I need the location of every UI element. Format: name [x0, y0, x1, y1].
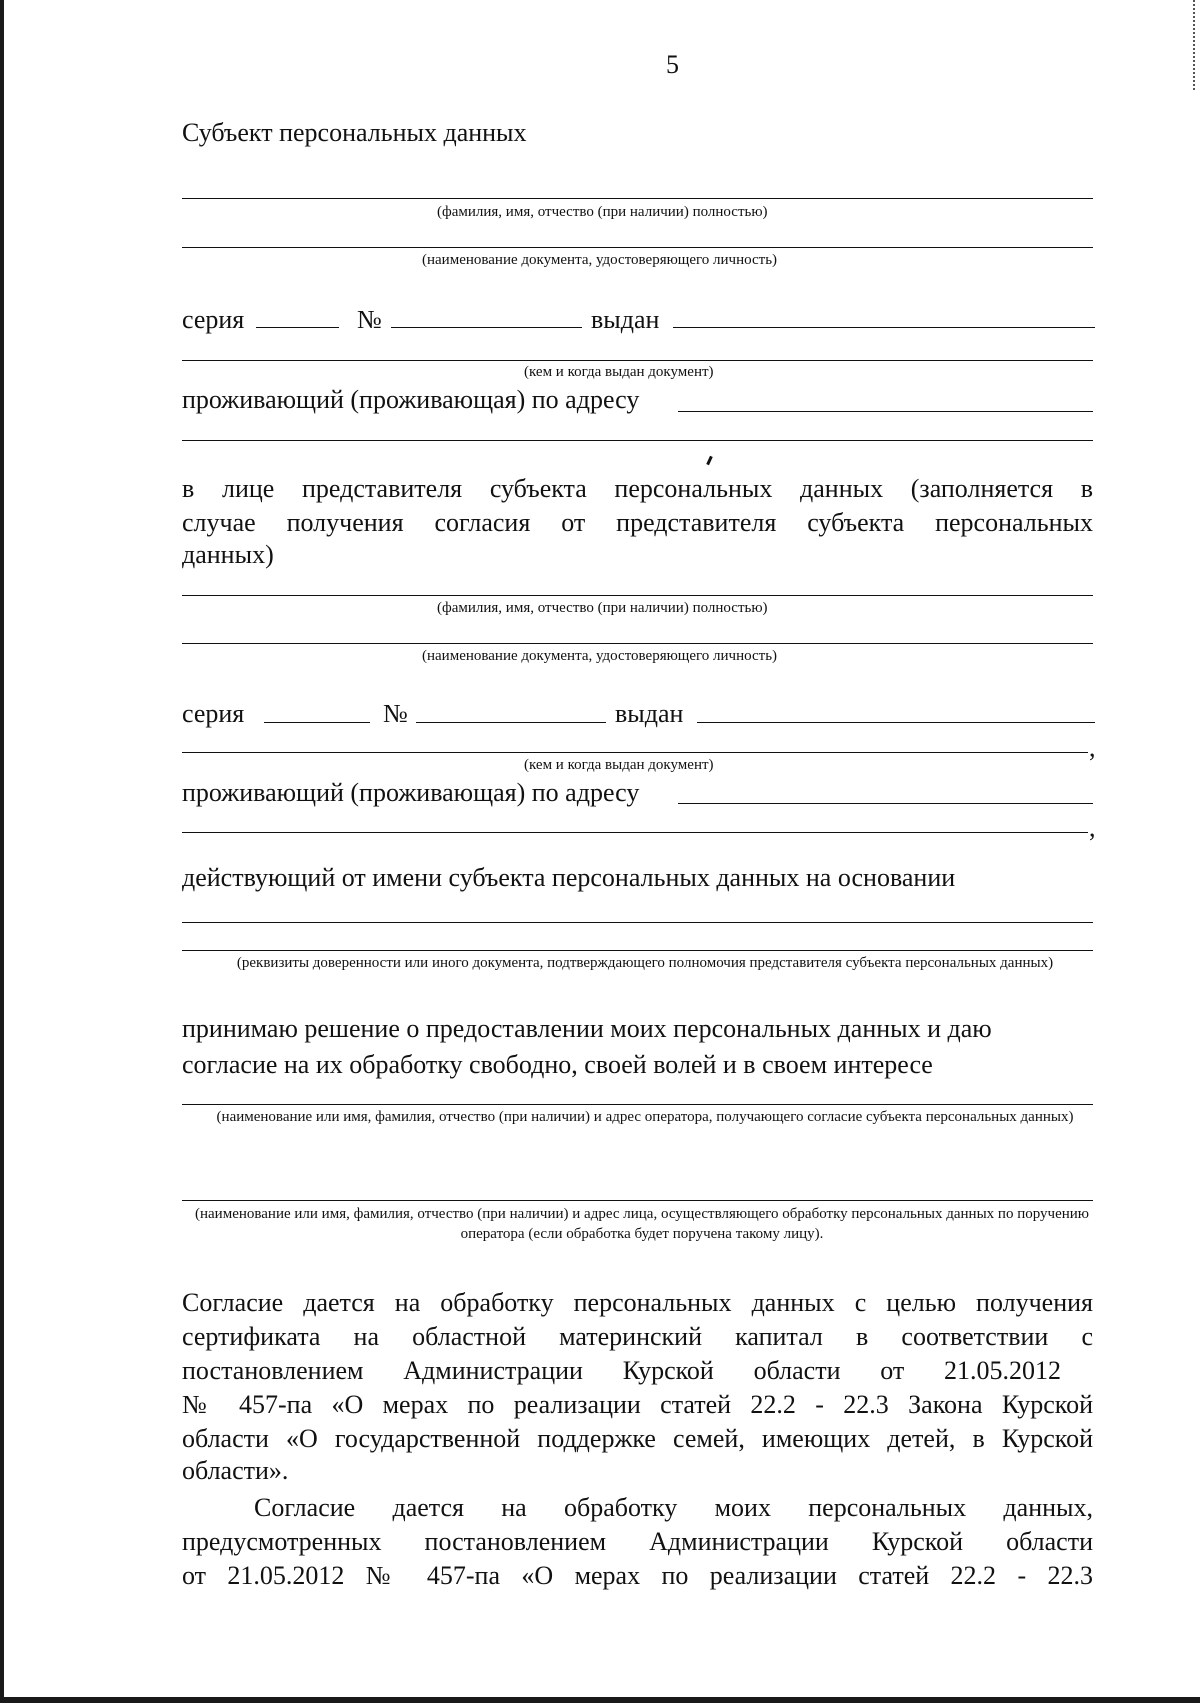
subject-address-line-2[interactable] — [182, 440, 1093, 441]
rep-issued-by-comma: , — [1089, 733, 1096, 762]
consent-p1-line-6: области». — [182, 1456, 289, 1485]
subject-heading: Субъект персональных данных — [182, 118, 527, 147]
scan-speck — [706, 456, 713, 465]
power-of-attorney-line-2[interactable] — [182, 950, 1093, 951]
processor-line[interactable] — [182, 1200, 1093, 1201]
rep-fio-caption: (фамилия, имя, отчество (при наличии) полностью) — [437, 600, 768, 616]
consent-p2-line-3: от 21.05.2012 № 457-па «О мерах по реализации статей 22.2 - 22.3 — [182, 1561, 1093, 1590]
consent-p1-line-5: области «О государственной поддержке семей, имеющих детей, в Курской — [182, 1424, 1093, 1453]
consent-p1-line-4: № 457-па «О мерах по реализации статей 22.2 - 22.3 Закона Курской — [182, 1390, 1093, 1419]
consent-p1-line-1: Согласие дается на обработку персональных данных с целью получения — [182, 1288, 1093, 1317]
rep-address-label: проживающий (проживающая) по адресу — [182, 778, 640, 807]
rep-series-field[interactable] — [264, 722, 370, 723]
acting-on-behalf-text: действующий от имени субъекта персональных данных на основании — [182, 863, 956, 892]
subject-issued-field[interactable] — [673, 327, 1095, 328]
subject-number-field[interactable] — [391, 327, 582, 328]
scan-edge-left — [0, 0, 4, 1703]
consent-p2-line-2: предусмотренных постановлением Администрации Курской области — [182, 1527, 1093, 1556]
scan-edge-right — [1193, 0, 1197, 90]
rep-issued-label: выдан — [615, 699, 684, 728]
rep-series-label: серия — [182, 699, 245, 728]
rep-address-field[interactable] — [678, 803, 1093, 804]
subject-issued-label: выдан — [591, 305, 660, 334]
subject-series-field[interactable] — [256, 327, 339, 328]
rep-id-doc-caption: (наименование документа, удостоверяющего личность) — [422, 648, 778, 664]
subject-series-label: серия — [182, 305, 245, 334]
subject-id-doc-line[interactable] — [182, 247, 1093, 248]
power-of-attorney-line-1[interactable] — [182, 922, 1093, 923]
operator-caption: (наименование или имя, фамилия, отчество (при наличии) и адрес оператора, получающего согласие субъекта персональных данных) — [216, 1109, 1074, 1125]
representative-line-2: случае получения согласия от представителя субъекта персональных — [182, 508, 1093, 537]
rep-address-comma: , — [1089, 813, 1096, 842]
consent-p1-line-2: сертификата на областной материнский капитал в соответствии с — [182, 1322, 1093, 1351]
operator-line[interactable] — [182, 1104, 1093, 1105]
consent-p1-line-3: постановлением Администрации Курской области от 21.05.2012 — [182, 1356, 1061, 1385]
rep-id-doc-line[interactable] — [182, 643, 1093, 644]
rep-issued-by-caption: (кем и когда выдан документ) — [524, 757, 714, 773]
rep-address-line-2[interactable] — [182, 832, 1088, 833]
subject-id-doc-caption: (наименование документа, удостоверяющего личность) — [422, 252, 778, 268]
subject-issued-by-caption: (кем и когда выдан документ) — [524, 364, 714, 380]
page-number: 5 — [666, 50, 679, 79]
subject-issued-by-line[interactable] — [182, 360, 1093, 361]
representative-line-3: данных) — [182, 540, 274, 569]
subject-fio-caption: (фамилия, имя, отчество (при наличии) полностью) — [437, 204, 768, 220]
rep-issued-by-line[interactable] — [182, 752, 1088, 753]
rep-number-label: № — [383, 699, 408, 728]
consent-p2-line-1: Согласие дается на обработку моих персональных данных, — [254, 1493, 1093, 1522]
scan-edge-bottom — [0, 1697, 1200, 1703]
power-of-attorney-caption: (реквизиты доверенности или иного документа, подтверждающего полномочия представителя субъекта персональных данных) — [236, 955, 1054, 971]
decision-line-1: принимаю решение о предоставлении моих персональных данных и даю — [182, 1014, 992, 1043]
representative-line-1: в лице представителя субъекта персональных данных (заполняется в — [182, 474, 1093, 503]
subject-number-label: № — [357, 305, 382, 334]
subject-fio-line[interactable] — [182, 198, 1093, 199]
rep-issued-field[interactable] — [697, 722, 1095, 723]
subject-address-field[interactable] — [678, 411, 1093, 412]
processor-caption: (наименование или имя, фамилия, отчество (при наличии) и адрес лица, осуществляющего обработку персональных данных по поручению оператора (если обработка будет поручена такому лицу). — [195, 1206, 1089, 1242]
rep-fio-line[interactable] — [182, 595, 1093, 596]
subject-address-label: проживающий (проживающая) по адресу — [182, 385, 640, 414]
decision-line-2: согласие на их обработку свободно, своей волей и в своем интересе — [182, 1050, 933, 1079]
rep-number-field[interactable] — [416, 722, 606, 723]
